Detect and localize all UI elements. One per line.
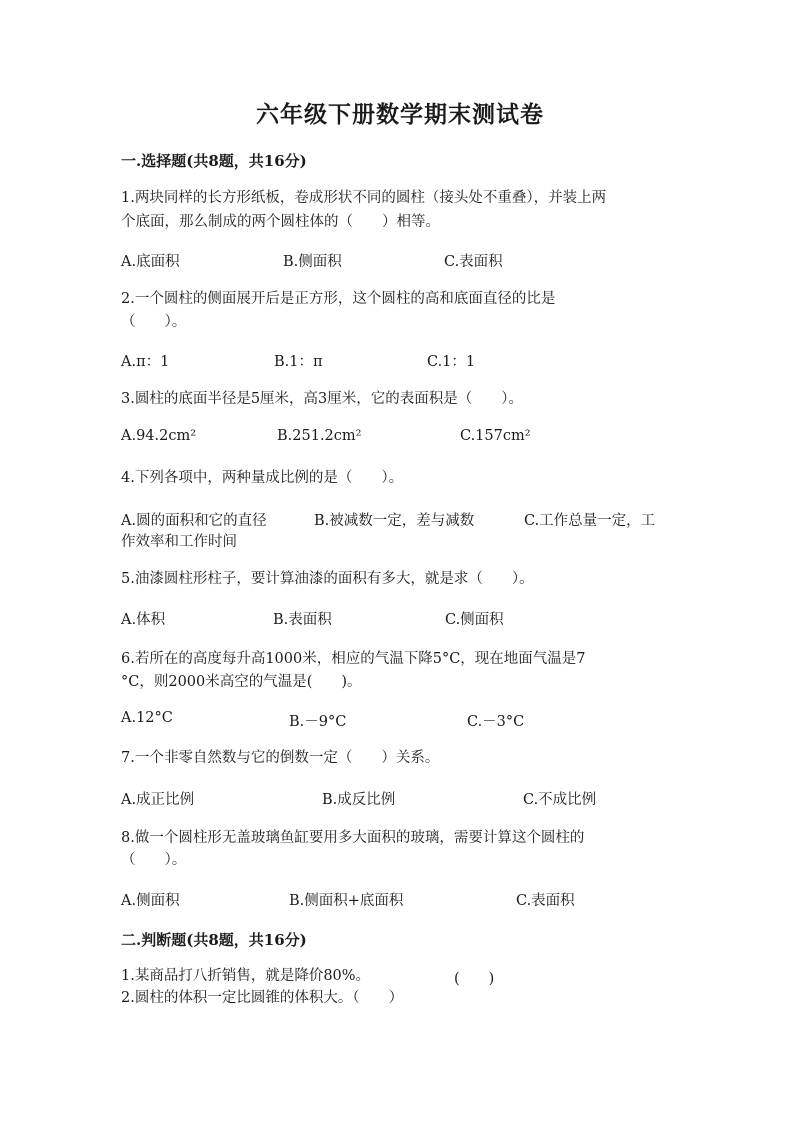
question-3-option-c: C.157cm² — [460, 428, 531, 444]
question-6-line-1: 6.若所在的高度每升高1000米，相应的气温下降5°C，现在地面气温是7 — [121, 651, 586, 667]
question-7-option-b: B.成反比例 — [322, 792, 396, 808]
question-8-line-2: （ ）。 — [121, 852, 187, 868]
question-5-option-c: C.侧面积 — [445, 612, 504, 628]
section-heading-multiple-choice: 一.选择题(共8题，共16分) — [121, 152, 307, 170]
question-5-option-b: B.表面积 — [273, 612, 332, 628]
question-2-line-2: （ ）。 — [121, 314, 187, 330]
question-6-option-c: C.－3°C — [467, 714, 525, 730]
question-3-line-1: 3.圆柱的底面半径是5厘米，高3厘米，它的表面积是（ ）。 — [121, 391, 524, 407]
question-1-line-2: 个底面，那么制成的两个圆柱体的（ ）相等。 — [121, 214, 440, 230]
question-4-option-c-continued: 作效率和工作时间 — [121, 534, 237, 550]
question-1-option-c: C.表面积 — [444, 254, 503, 270]
question-8-option-a: A.侧面积 — [121, 893, 180, 909]
question-2-option-a: A.π：1 — [121, 354, 170, 370]
question-2-option-b: B.1：π — [274, 354, 323, 370]
question-5-line-1: 5.油漆圆柱形柱子，要计算油漆的面积有多大，就是求（ ）。 — [121, 571, 534, 587]
question-6-option-b: B.－9°C — [289, 714, 347, 730]
question-4-option-b: B.被减数一定，差与减数 — [314, 513, 475, 529]
question-8-option-b: B.侧面积+底面积 — [289, 893, 404, 909]
judgment-question-1-blank: ( ) — [454, 971, 495, 987]
judgment-question-1: 1.某商品打八折销售，就是降价80%。 — [121, 968, 371, 984]
question-1-option-a: A.底面积 — [121, 254, 180, 270]
question-8-option-c: C.表面积 — [516, 893, 575, 909]
question-3-option-a: A.94.2cm² — [121, 428, 197, 444]
question-7-line-1: 7.一个非零自然数与它的倒数一定（ ）关系。 — [121, 750, 440, 766]
question-8-line-1: 8.做一个圆柱形无盖玻璃鱼缸要用多大面积的玻璃，需要计算这个圆柱的 — [121, 830, 585, 846]
question-1-line-1: 1.两块同样的长方形纸板，卷成形状不同的圆柱（接头处不重叠），并装上两 — [121, 190, 607, 206]
question-1-option-b: B.侧面积 — [283, 254, 342, 270]
question-6-line-2: °C，则2000米高空的气温是( )。 — [121, 674, 362, 690]
question-4-option-c: C.工作总量一定，工 — [524, 513, 656, 529]
question-4-option-a: A.圆的面积和它的直径 — [121, 513, 267, 529]
question-2-line-1: 2.一个圆柱的侧面展开后是正方形，这个圆柱的高和底面直径的比是 — [121, 291, 556, 307]
question-5-option-a: A.体积 — [121, 612, 166, 628]
question-3-option-b: B.251.2cm² — [277, 428, 362, 444]
question-7-option-c: C.不成比例 — [523, 792, 597, 808]
judgment-question-2: 2.圆柱的体积一定比圆锥的体积大。（ ） — [121, 990, 404, 1006]
question-7-option-a: A.成正比例 — [121, 792, 195, 808]
section-heading-true-false: 二.判断题(共8题，共16分) — [121, 931, 307, 949]
question-2-option-c: C.1：1 — [427, 354, 476, 370]
page-title: 六年级下册数学期末测试卷 — [256, 101, 544, 128]
question-6-option-a: A.12°C — [121, 710, 173, 726]
question-4-line-1: 4.下列各项中，两种量成比例的是（ ）。 — [121, 470, 404, 486]
